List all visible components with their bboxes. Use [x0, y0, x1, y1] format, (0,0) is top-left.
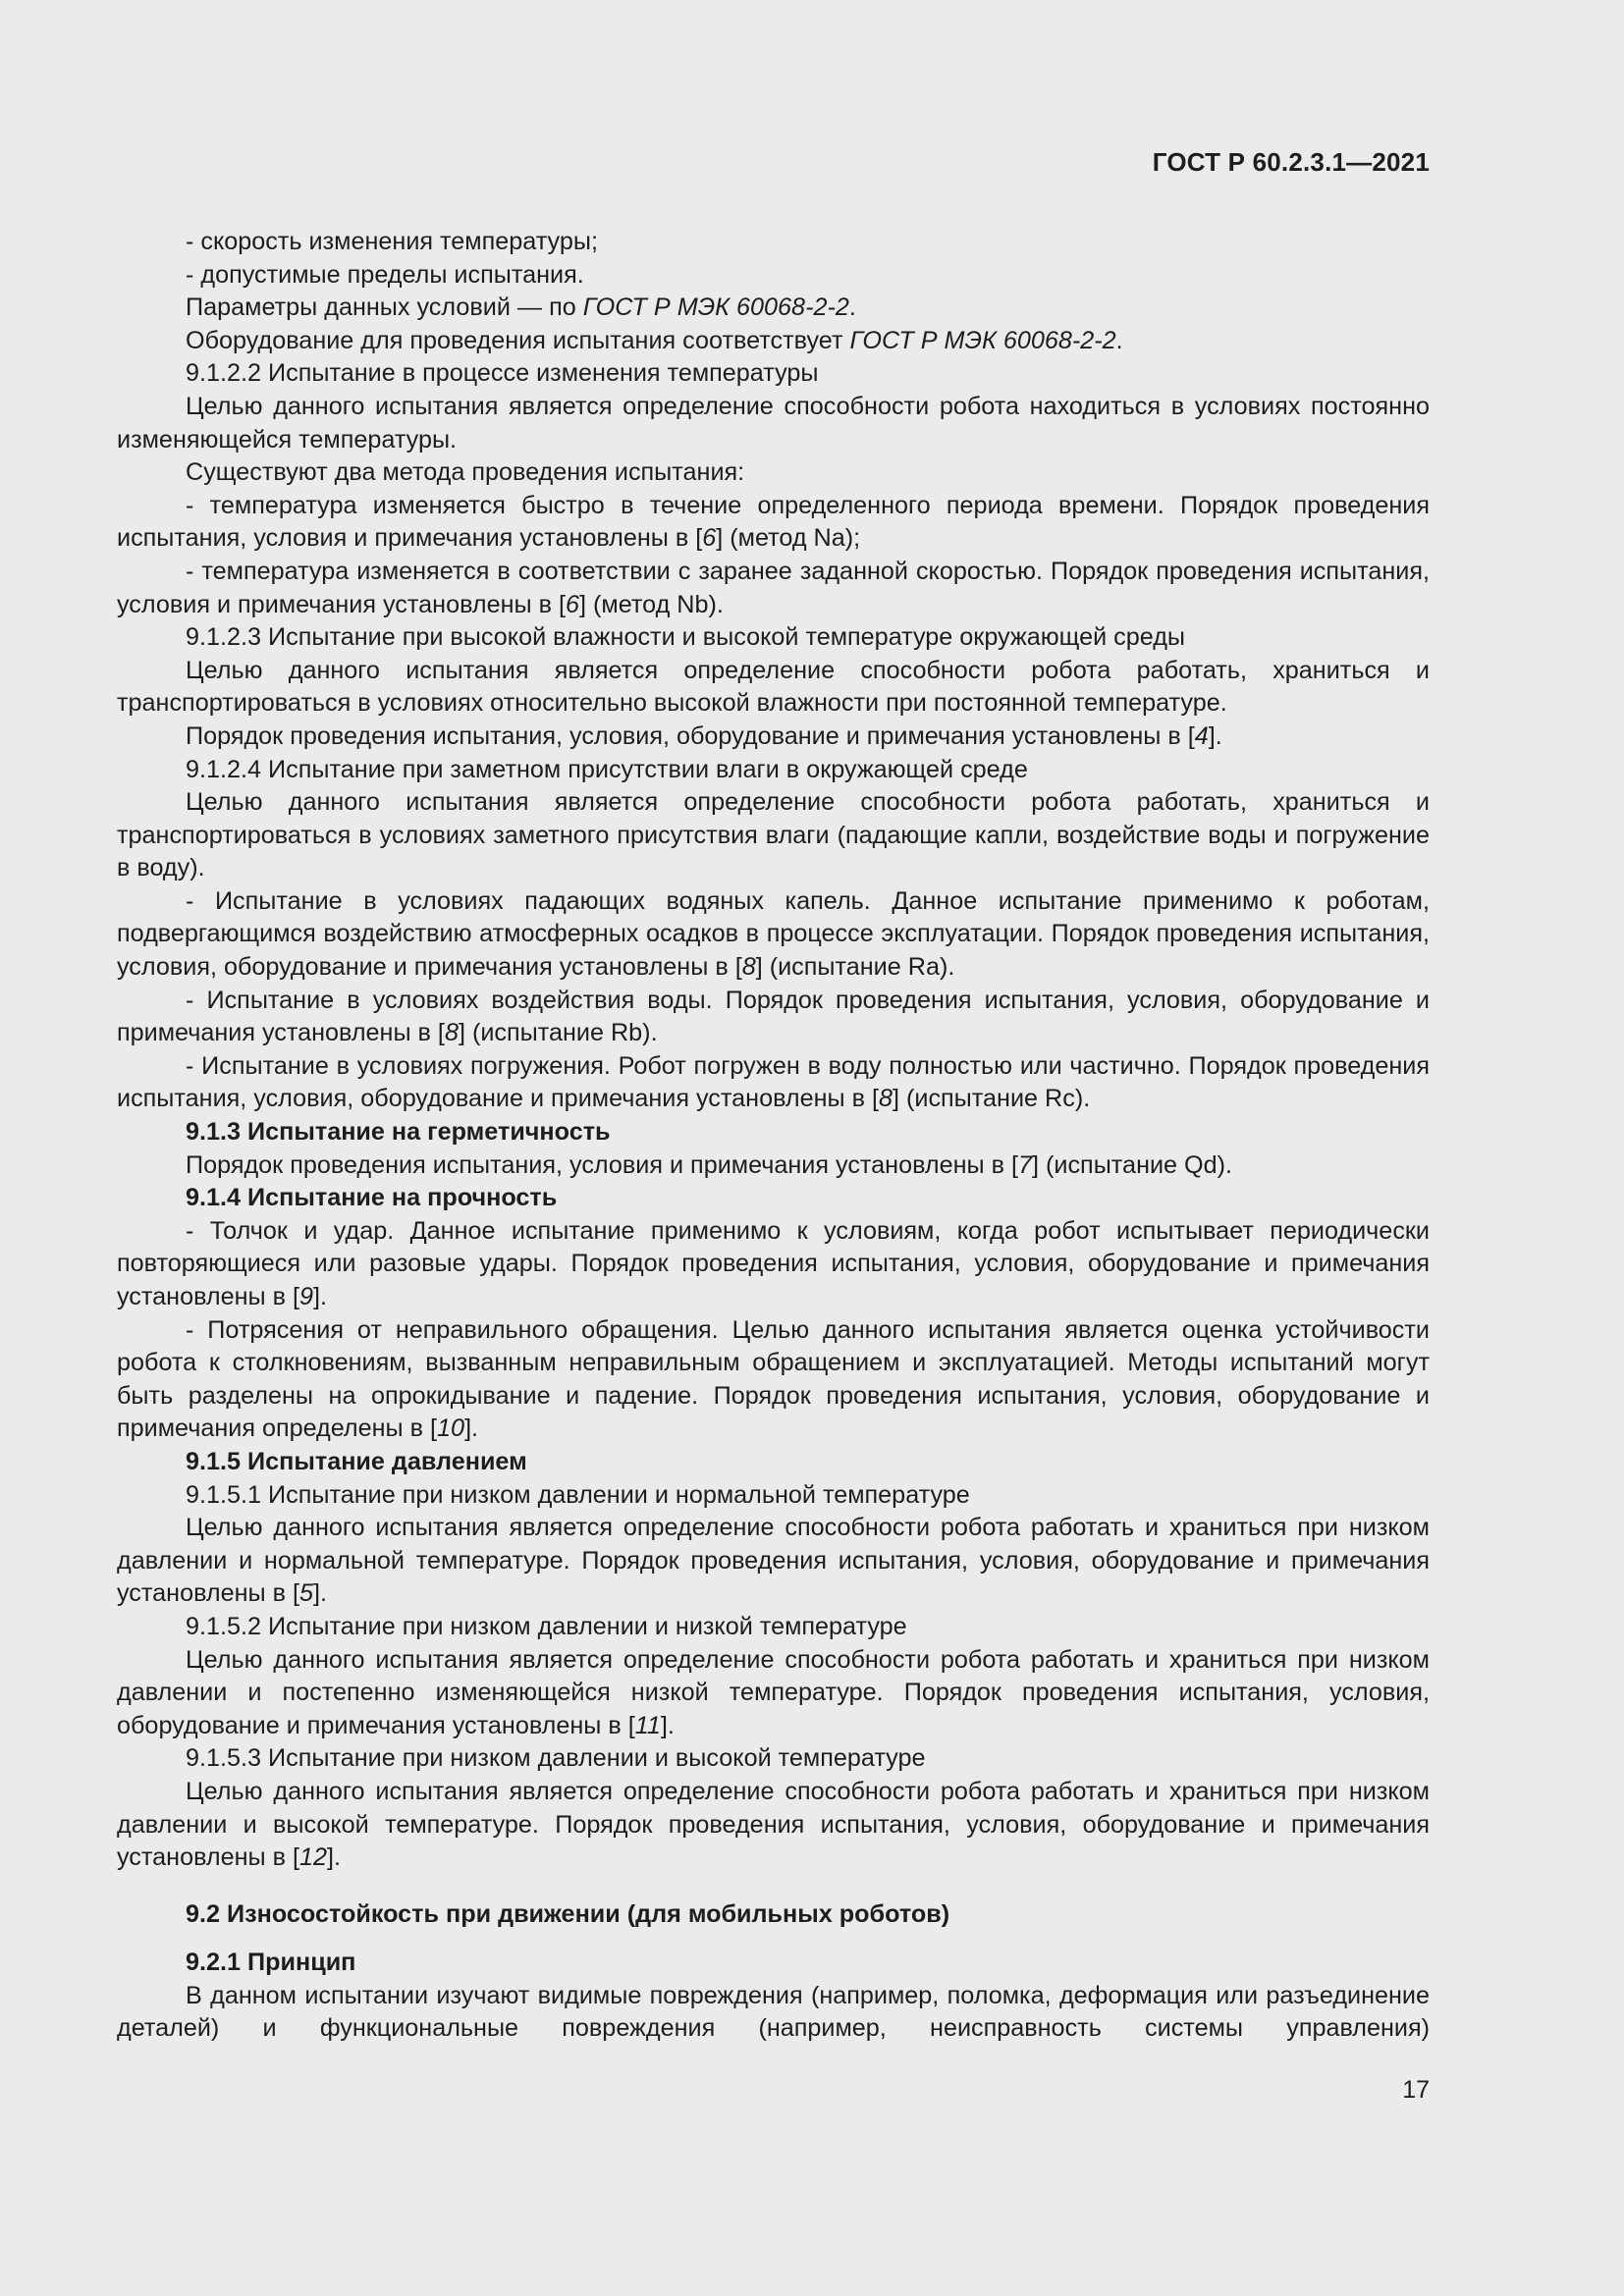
paragraph	[117, 556, 1430, 621]
text-segment: Целью данного испытания является определение способности робота работать, храниться и транспортироваться в условиях заметного присутствия влаги (падающие капли, воздействие воды и погружение в воду).	[117, 788, 1430, 882]
paragraph	[117, 391, 1430, 456]
paragraph	[117, 655, 1430, 721]
text-segment: ] (испытание Ra).	[755, 953, 955, 982]
text-segment: - температура изменяется быстро в течение определенного периода времени. Порядок проведения испытания, условия и примечания установлены в [	[117, 491, 1430, 553]
paragraph	[117, 985, 1430, 1050]
text-segment: - Испытание в условиях погружения. Робот погружен в воду полностью или частично. Порядок проведения испытания, условия, оборудование и примечания установлены в [	[117, 1051, 1430, 1113]
section-heading	[117, 1446, 1430, 1479]
reference-text: 10	[437, 1415, 465, 1443]
text-segment: ].	[313, 1579, 327, 1608]
text-segment: 9.1.5.2 Испытание при низком давлении и низкой температуре	[186, 1612, 907, 1640]
paragraph	[117, 1314, 1430, 1446]
reference-text: ГОСТ Р МЭК 60068-2-2	[582, 294, 849, 322]
paragraph	[117, 226, 1430, 259]
reference-text: 4	[1194, 721, 1209, 750]
text-segment: .	[1115, 326, 1123, 354]
document-body	[117, 226, 1430, 2046]
paragraph	[117, 885, 1430, 985]
section-heading	[117, 1182, 1430, 1215]
paragraph	[117, 259, 1430, 293]
text-segment: 9.2.1 Принцип	[186, 1949, 356, 1977]
reference-text: 7	[1018, 1150, 1033, 1179]
text-segment: 9.1.5.1 Испытание при низком давлении и нормальной температуре	[186, 1480, 970, 1509]
paragraph	[117, 1149, 1430, 1183]
paragraph	[117, 1215, 1430, 1314]
document-code: ГОСТ Р 60.2.3.1—2021	[1152, 147, 1430, 177]
section-heading	[117, 1898, 1430, 1932]
paragraph	[117, 325, 1430, 358]
paragraph	[117, 754, 1430, 787]
paragraph	[117, 456, 1430, 490]
text-segment: ] (метод Nb).	[579, 590, 724, 618]
text-segment: Целью данного испытания является определение способности робота работать и храниться при низком давлении и постепенно изменяющейся низкой температуре. Порядок проведения испытания, условия, оборудование и примечания установлены в [	[117, 1645, 1430, 1739]
text-segment: ] (метод Na);	[716, 524, 861, 553]
text-segment: - Испытание в условиях падающих водяных капель. Данное испытание применимо к роботам, подвергающимся воздействию атмосферных осадков в процессе эксплуатации. Порядок проведения испытания, условия, оборудование и примечания установлены в [	[117, 886, 1430, 982]
text-segment: Целью данного испытания является определение способности робота находиться в условиях постоянно изменяющейся температуры.	[117, 392, 1430, 454]
text-segment: - Испытание в условиях воздействия воды. Порядок проведения испытания, условия, оборудование и примечания установлены в [	[117, 986, 1430, 1047]
text-segment: ].	[1208, 721, 1222, 750]
paragraph	[117, 1050, 1430, 1116]
text-segment: 9.1.2.2 Испытание в процессе изменения температуры	[186, 359, 819, 388]
text-segment: ].	[313, 1283, 327, 1310]
paragraph	[117, 786, 1430, 885]
reference-text: 8	[741, 953, 756, 982]
paragraph	[117, 1644, 1430, 1743]
paragraph	[117, 1512, 1430, 1611]
paragraph	[117, 292, 1430, 325]
reference-text: 12	[298, 1843, 328, 1872]
text-segment: 9.1.2.3 Испытание при высокой влажности и высокой температуре окружающей среды	[186, 623, 1186, 652]
text-segment: ] (испытание Qd).	[1032, 1150, 1233, 1179]
paragraph	[117, 490, 1430, 556]
text-segment: В данном испытании изучают видимые повреждения (например, поломка, деформация или разъединение деталей) и функциональные повреждения (например, неисправность системы управления)	[117, 1981, 1430, 2043]
text-segment: 9.2 Износостойкость при движении (для мобильных роботов)	[186, 1899, 950, 1928]
text-segment: 9.1.2.4 Испытание при заметном присутствии влаги в окружающей среде	[186, 755, 1028, 783]
reference-text: 6	[565, 590, 579, 618]
reference-text: 9	[298, 1283, 313, 1310]
paragraph	[117, 721, 1430, 754]
reference-text: 5	[298, 1579, 313, 1608]
text-segment: - допустимые пределы испытания.	[186, 260, 584, 289]
reference-text: 8	[878, 1085, 893, 1113]
text-segment: 9.1.4 Испытание на прочность	[186, 1184, 558, 1212]
text-segment: ].	[464, 1415, 479, 1443]
section-heading	[117, 1116, 1430, 1149]
text-segment: Параметры данных условий — по	[186, 294, 583, 322]
paragraph	[117, 1742, 1430, 1776]
text-segment: Целью данного испытания является определение способности робота работать, храниться и транспортироваться в условиях относительно высокой влажности при постоянной температуре.	[117, 656, 1430, 718]
paragraph	[117, 357, 1430, 391]
text-segment: - Потрясения от неправильного обращения. Целью данного испытания является оценка устойчивости робота к столкновениям, вызванным неправильным обращением и эксплуатацией. Методы испытаний могут быть разделены на опрокидывание и падение. Порядок проведения испытания, условия, оборудование и примечания определены в [	[117, 1315, 1430, 1443]
reference-text: 6	[702, 524, 717, 553]
text-segment: ].	[327, 1843, 342, 1872]
text-segment: - Толчок и удар. Данное испытание применимо к условиям, когда робот испытывает периодически повторяющиеся или разовые удары. Порядок проведения испытания, условия, оборудование и примечания установлены в [	[117, 1216, 1430, 1310]
text-segment: ] (испытание Rb).	[458, 1019, 658, 1047]
text-segment: Оборудование для проведения испытания соответствует	[186, 326, 850, 354]
text-segment: Порядок проведения испытания, условия, оборудование и примечания установлены в [	[186, 721, 1195, 750]
text-segment: - температура изменяется в соответствии с заранее заданной скоростью. Порядок проведения испытания, условия и примечания установлены в [	[117, 557, 1430, 618]
paragraph	[117, 1776, 1430, 1875]
text-segment: ].	[660, 1711, 675, 1739]
reference-text: ГОСТ Р МЭК 60068-2-2	[849, 326, 1116, 354]
reference-text: 8	[444, 1019, 459, 1047]
text-segment: 9.1.3 Испытание на герметичность	[186, 1118, 611, 1147]
paragraph	[117, 1611, 1430, 1644]
text-segment: Существуют два метода проведения испытания:	[186, 458, 745, 487]
text-segment: - скорость изменения температуры;	[186, 228, 598, 255]
section-heading	[117, 1947, 1430, 1980]
text-segment: Целью данного испытания является определение способности робота работать и храниться при низком давлении и нормальной температуре. Порядок проведения испытания, условия, оборудование и примечания установлены в [	[117, 1514, 1430, 1608]
text-segment: 9.1.5.3 Испытание при низком давлении и высокой температуре	[186, 1744, 926, 1773]
text-segment: .	[848, 294, 856, 322]
text-segment: ] (испытание Rc).	[893, 1085, 1091, 1113]
text-segment: Целью данного испытания является определение способности робота работать и храниться при низком давлении и высокой температуре. Порядок проведения испытания, условия, оборудование и примечания установлены в [	[117, 1777, 1430, 1872]
text-segment: 9.1.5 Испытание давлением	[186, 1447, 527, 1475]
paragraph	[117, 621, 1430, 655]
page-number: 17	[1402, 2076, 1430, 2104]
text-segment: Порядок проведения испытания, условия и примечания установлены в [	[186, 1150, 1018, 1179]
reference-text: 11	[634, 1711, 661, 1739]
paragraph	[117, 1980, 1430, 2046]
paragraph	[117, 1479, 1430, 1513]
